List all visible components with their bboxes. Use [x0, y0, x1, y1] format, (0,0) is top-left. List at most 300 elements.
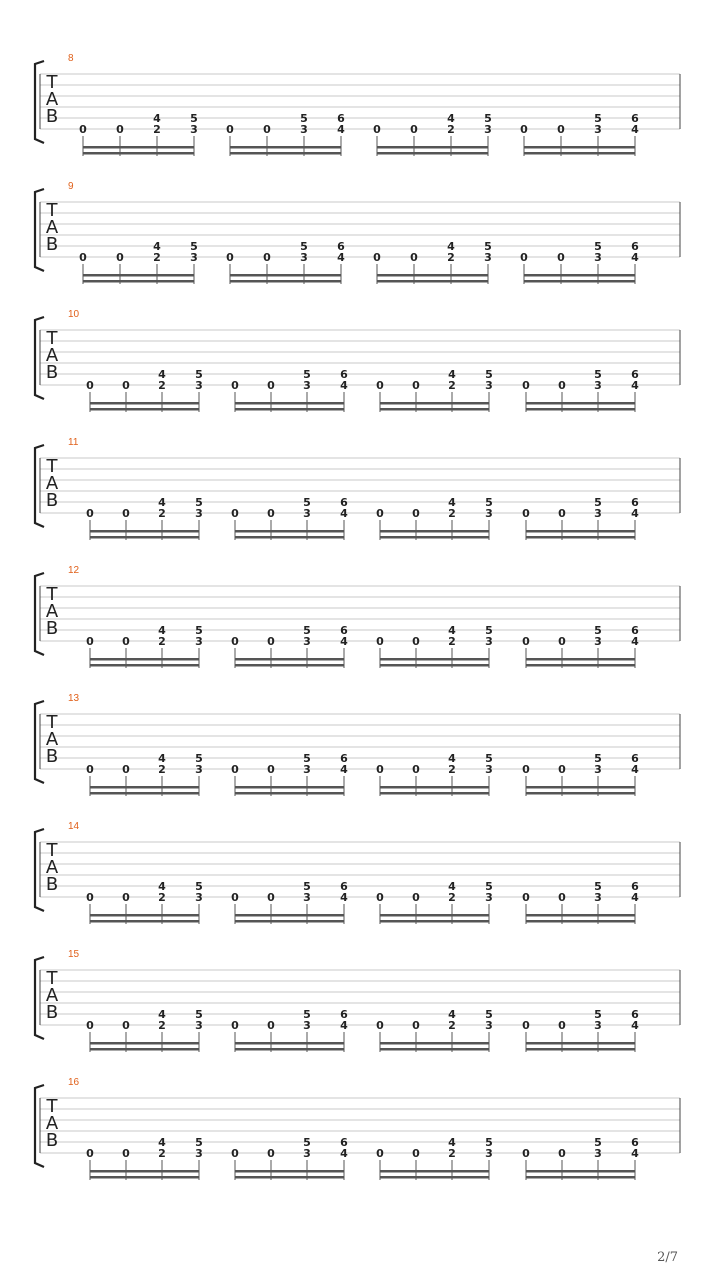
fret-number: 3	[485, 379, 493, 392]
fret-number: 6	[631, 880, 639, 893]
fret-number: 0	[376, 1019, 384, 1032]
fret-number: 0	[86, 379, 94, 392]
beam-group	[373, 112, 492, 156]
beam-secondary	[90, 664, 199, 667]
fret-number: 2	[448, 379, 456, 392]
fret-number: 6	[340, 1008, 348, 1021]
tab-system	[35, 181, 680, 284]
beam-primary	[380, 914, 489, 917]
fret-number: 2	[448, 1147, 456, 1160]
tab-clef-letter: T	[46, 328, 58, 349]
beam-primary	[380, 1042, 489, 1045]
beam-primary	[90, 786, 199, 789]
fret-number: 4	[158, 880, 166, 893]
beam-group	[373, 240, 492, 284]
fret-number: 6	[631, 752, 639, 765]
fret-number: 4	[631, 1019, 639, 1032]
tab-clef-letter: A	[45, 345, 59, 366]
tab-clef-letter: B	[45, 1002, 59, 1023]
beam-group	[226, 112, 345, 156]
beam-primary	[90, 914, 199, 917]
beam-primary	[380, 402, 489, 405]
fret-number: 5	[303, 1008, 311, 1021]
beam-group	[376, 496, 493, 540]
fret-number: 2	[158, 635, 166, 648]
fret-number: 6	[340, 496, 348, 509]
tab-clef-letter: T	[46, 584, 58, 605]
fret-number: 0	[522, 379, 530, 392]
fret-number: 5	[594, 752, 602, 765]
fret-number: 5	[190, 112, 198, 125]
beam-group	[520, 240, 639, 284]
fret-number: 4	[158, 1008, 166, 1021]
fret-number: 0	[412, 379, 420, 392]
fret-number: 5	[303, 752, 311, 765]
beam-secondary	[83, 280, 194, 283]
fret-number: 0	[267, 635, 275, 648]
tab-system	[35, 309, 680, 412]
beam-primary	[90, 530, 199, 533]
beam-group	[86, 880, 203, 924]
tab-clef-letter: T	[46, 840, 58, 861]
fret-number: 5	[195, 368, 203, 381]
beam-group	[86, 1136, 203, 1180]
fret-number: 4	[448, 880, 456, 893]
fret-number: 6	[337, 112, 345, 125]
fret-number: 2	[447, 251, 455, 264]
fret-number: 5	[195, 1008, 203, 1021]
fret-number: 3	[195, 507, 203, 520]
beam-primary	[380, 786, 489, 789]
tab-clef-letter: B	[45, 490, 59, 511]
fret-number: 3	[195, 1019, 203, 1032]
fret-number: 0	[122, 763, 130, 776]
fret-number: 4	[631, 251, 639, 264]
fret-number: 5	[195, 624, 203, 637]
fret-number: 2	[447, 123, 455, 136]
fret-number: 5	[190, 240, 198, 253]
fret-number: 4	[340, 635, 348, 648]
beam-primary	[380, 658, 489, 661]
beam-primary	[230, 146, 341, 149]
fret-number: 2	[158, 379, 166, 392]
tab-clef-letter: B	[45, 362, 59, 383]
fret-number: 5	[594, 368, 602, 381]
beam-secondary	[235, 920, 344, 923]
fret-number: 3	[303, 379, 311, 392]
fret-number: 3	[303, 891, 311, 904]
tab-clef-letter: T	[46, 968, 58, 989]
beam-secondary	[235, 792, 344, 795]
beam-group	[86, 624, 203, 668]
fret-number: 5	[594, 240, 602, 253]
fret-number: 0	[558, 891, 566, 904]
fret-number: 6	[340, 624, 348, 637]
fret-number: 0	[267, 1147, 275, 1160]
beam-primary	[380, 530, 489, 533]
fret-number: 0	[79, 123, 87, 136]
fret-number: 3	[190, 251, 198, 264]
fret-number: 4	[631, 507, 639, 520]
fret-number: 5	[594, 112, 602, 125]
fret-number: 4	[448, 368, 456, 381]
fret-number: 4	[340, 507, 348, 520]
fret-number: 0	[373, 123, 381, 136]
fret-number: 0	[412, 891, 420, 904]
beam-primary	[90, 1170, 199, 1173]
fret-number: 0	[122, 635, 130, 648]
beam-group	[231, 752, 348, 796]
fret-number: 4	[340, 1147, 348, 1160]
tab-system	[35, 693, 680, 796]
tab-clef-letter: A	[45, 473, 59, 494]
fret-number: 5	[195, 496, 203, 509]
fret-number: 5	[594, 624, 602, 637]
fret-number: 2	[158, 507, 166, 520]
beam-primary	[235, 402, 344, 405]
fret-number: 0	[412, 1019, 420, 1032]
fret-number: 0	[231, 1019, 239, 1032]
fret-number: 4	[158, 1136, 166, 1149]
fret-number: 2	[158, 1147, 166, 1160]
beam-group	[79, 112, 198, 156]
tab-clef-letter: B	[45, 106, 59, 127]
fret-number: 3	[594, 123, 602, 136]
fret-number: 0	[522, 507, 530, 520]
beam-secondary	[526, 1048, 635, 1051]
fret-number: 0	[267, 763, 275, 776]
fret-number: 3	[303, 635, 311, 648]
tab-system	[35, 437, 680, 540]
tab-system	[35, 1077, 680, 1180]
fret-number: 2	[153, 123, 161, 136]
beam-primary	[90, 1042, 199, 1045]
beam-primary	[526, 1170, 635, 1173]
fret-number: 0	[267, 891, 275, 904]
measure-number: 10	[68, 309, 80, 320]
fret-number: 6	[631, 1136, 639, 1149]
fret-number: 3	[485, 1019, 493, 1032]
beam-primary	[526, 786, 635, 789]
fret-number: 0	[231, 763, 239, 776]
fret-number: 4	[631, 891, 639, 904]
fret-number: 3	[190, 123, 198, 136]
fret-number: 0	[231, 507, 239, 520]
fret-number: 4	[340, 891, 348, 904]
beam-secondary	[526, 664, 635, 667]
fret-number: 0	[376, 507, 384, 520]
fret-number: 0	[116, 251, 124, 264]
measure-number: 13	[68, 693, 80, 704]
fret-number: 3	[594, 507, 602, 520]
beam-primary	[235, 1042, 344, 1045]
fret-number: 6	[631, 368, 639, 381]
tab-clef-letter: A	[45, 601, 59, 622]
fret-number: 0	[122, 507, 130, 520]
beam-group	[522, 624, 639, 668]
fret-number: 0	[86, 763, 94, 776]
fret-number: 0	[122, 891, 130, 904]
fret-number: 5	[594, 880, 602, 893]
fret-number: 0	[376, 1147, 384, 1160]
fret-number: 4	[631, 379, 639, 392]
measure-number: 15	[68, 949, 80, 960]
fret-number: 0	[376, 635, 384, 648]
beam-primary	[524, 146, 635, 149]
fret-number: 6	[340, 1136, 348, 1149]
fret-number: 2	[448, 891, 456, 904]
fret-number: 3	[594, 1147, 602, 1160]
fret-number: 3	[594, 379, 602, 392]
beam-secondary	[524, 280, 635, 283]
beam-group	[376, 368, 493, 412]
beam-primary	[377, 146, 488, 149]
fret-number: 0	[122, 1019, 130, 1032]
fret-number: 3	[484, 251, 492, 264]
fret-number: 5	[485, 496, 493, 509]
fret-number: 3	[195, 379, 203, 392]
beam-secondary	[526, 920, 635, 923]
fret-number: 5	[195, 1136, 203, 1149]
beam-secondary	[380, 1176, 489, 1179]
beam-group	[231, 1136, 348, 1180]
beam-group	[522, 496, 639, 540]
tab-clef-letter: A	[45, 217, 59, 238]
fret-number: 0	[522, 1147, 530, 1160]
fret-number: 0	[267, 379, 275, 392]
beam-secondary	[526, 792, 635, 795]
fret-number: 2	[158, 763, 166, 776]
tab-clef-letter: T	[46, 200, 58, 221]
fret-number: 6	[631, 112, 639, 125]
beam-group	[376, 624, 493, 668]
fret-number: 0	[410, 251, 418, 264]
fret-number: 4	[153, 112, 161, 125]
fret-number: 3	[484, 123, 492, 136]
fret-number: 0	[522, 1019, 530, 1032]
fret-number: 0	[231, 891, 239, 904]
fret-number: 0	[86, 1019, 94, 1032]
beam-primary	[526, 402, 635, 405]
beam-group	[231, 368, 348, 412]
fret-number: 4	[447, 240, 455, 253]
beam-group	[231, 880, 348, 924]
fret-number: 3	[485, 891, 493, 904]
beam-primary	[524, 274, 635, 277]
fret-number: 3	[195, 635, 203, 648]
beam-group	[376, 1136, 493, 1180]
beam-group	[231, 496, 348, 540]
fret-number: 5	[300, 112, 308, 125]
fret-number: 0	[522, 763, 530, 776]
beam-group	[86, 496, 203, 540]
fret-number: 0	[558, 1019, 566, 1032]
fret-number: 0	[263, 251, 271, 264]
beam-secondary	[380, 920, 489, 923]
fret-number: 5	[594, 1136, 602, 1149]
beam-secondary	[230, 280, 341, 283]
beam-secondary	[235, 536, 344, 539]
beam-primary	[235, 914, 344, 917]
beam-secondary	[235, 664, 344, 667]
fret-number: 3	[594, 635, 602, 648]
fret-number: 4	[448, 496, 456, 509]
fret-number: 5	[484, 112, 492, 125]
fret-number: 0	[520, 123, 528, 136]
beam-secondary	[524, 152, 635, 155]
tab-clef-letter: A	[45, 89, 59, 110]
fret-number: 3	[485, 507, 493, 520]
fret-number: 0	[231, 1147, 239, 1160]
fret-number: 4	[631, 635, 639, 648]
fret-number: 5	[195, 752, 203, 765]
fret-number: 4	[448, 1136, 456, 1149]
beam-secondary	[90, 920, 199, 923]
beam-group	[522, 880, 639, 924]
beam-secondary	[90, 792, 199, 795]
fret-number: 2	[158, 891, 166, 904]
fret-number: 4	[337, 251, 345, 264]
beam-group	[376, 1008, 493, 1052]
fret-number: 4	[337, 123, 345, 136]
beam-group	[520, 112, 639, 156]
beam-group	[79, 240, 198, 284]
fret-number: 0	[376, 763, 384, 776]
fret-number: 4	[158, 368, 166, 381]
fret-number: 3	[594, 891, 602, 904]
fret-number: 5	[594, 496, 602, 509]
fret-number: 0	[558, 507, 566, 520]
fret-number: 0	[410, 123, 418, 136]
fret-number: 5	[485, 368, 493, 381]
fret-number: 3	[303, 763, 311, 776]
fret-number: 3	[594, 251, 602, 264]
beam-secondary	[380, 664, 489, 667]
beam-secondary	[526, 536, 635, 539]
beam-group	[522, 1008, 639, 1052]
beam-primary	[377, 274, 488, 277]
fret-number: 5	[303, 1136, 311, 1149]
fret-number: 3	[485, 763, 493, 776]
beam-primary	[235, 786, 344, 789]
beam-primary	[526, 1042, 635, 1045]
fret-number: 0	[86, 635, 94, 648]
fret-number: 0	[116, 123, 124, 136]
fret-number: 0	[231, 635, 239, 648]
fret-number: 3	[300, 123, 308, 136]
beam-secondary	[235, 1176, 344, 1179]
fret-number: 2	[158, 1019, 166, 1032]
fret-number: 2	[153, 251, 161, 264]
fret-number: 3	[594, 1019, 602, 1032]
fret-number: 4	[448, 1008, 456, 1021]
fret-number: 3	[303, 1147, 311, 1160]
fret-number: 3	[485, 1147, 493, 1160]
fret-number: 0	[122, 1147, 130, 1160]
fret-number: 0	[226, 251, 234, 264]
beam-group	[231, 1008, 348, 1052]
fret-number: 3	[300, 251, 308, 264]
fret-number: 0	[557, 123, 565, 136]
beam-primary	[235, 658, 344, 661]
beam-secondary	[380, 792, 489, 795]
tab-clef-letter: A	[45, 857, 59, 878]
fret-number: 0	[412, 507, 420, 520]
fret-number: 5	[303, 880, 311, 893]
beam-secondary	[380, 536, 489, 539]
fret-number: 5	[300, 240, 308, 253]
fret-number: 0	[412, 763, 420, 776]
beam-secondary	[90, 1048, 199, 1051]
tab-clef-letter: B	[45, 618, 59, 639]
beam-secondary	[90, 536, 199, 539]
beam-primary	[380, 1170, 489, 1173]
fret-number: 0	[86, 891, 94, 904]
tab-clef-letter: B	[45, 234, 59, 255]
beam-primary	[230, 274, 341, 277]
fret-number: 0	[373, 251, 381, 264]
fret-number: 4	[158, 752, 166, 765]
beam-group	[86, 368, 203, 412]
beam-secondary	[526, 1176, 635, 1179]
fret-number: 0	[520, 251, 528, 264]
fret-number: 0	[412, 635, 420, 648]
fret-number: 0	[522, 891, 530, 904]
beam-group	[522, 368, 639, 412]
beam-primary	[526, 530, 635, 533]
beam-secondary	[83, 152, 194, 155]
beam-group	[376, 880, 493, 924]
beam-primary	[526, 914, 635, 917]
beam-secondary	[380, 408, 489, 411]
fret-number: 0	[122, 379, 130, 392]
beam-primary	[90, 402, 199, 405]
fret-number: 0	[558, 1147, 566, 1160]
fret-number: 4	[631, 123, 639, 136]
beam-group	[226, 240, 345, 284]
beam-primary	[83, 274, 194, 277]
fret-number: 4	[153, 240, 161, 253]
fret-number: 0	[86, 507, 94, 520]
beam-group	[231, 624, 348, 668]
beam-primary	[526, 658, 635, 661]
fret-number: 2	[448, 763, 456, 776]
fret-number: 5	[485, 1008, 493, 1021]
fret-number: 0	[558, 763, 566, 776]
tab-clef-letter: A	[45, 729, 59, 750]
beam-group	[86, 752, 203, 796]
tab-clef-letter: A	[45, 985, 59, 1006]
measure-number: 12	[68, 565, 80, 576]
fret-number: 5	[303, 496, 311, 509]
fret-number: 0	[79, 251, 87, 264]
fret-number: 5	[485, 624, 493, 637]
tab-clef-letter: B	[45, 746, 59, 767]
fret-number: 4	[340, 763, 348, 776]
fret-number: 3	[303, 507, 311, 520]
beam-secondary	[526, 408, 635, 411]
fret-number: 4	[448, 752, 456, 765]
tab-clef-letter: B	[45, 874, 59, 895]
measure-number: 8	[68, 53, 74, 64]
beam-secondary	[90, 408, 199, 411]
tab-system	[35, 565, 680, 668]
tab-system	[35, 949, 680, 1052]
fret-number: 5	[485, 752, 493, 765]
beam-secondary	[235, 408, 344, 411]
beam-secondary	[90, 1176, 199, 1179]
fret-number: 0	[376, 891, 384, 904]
